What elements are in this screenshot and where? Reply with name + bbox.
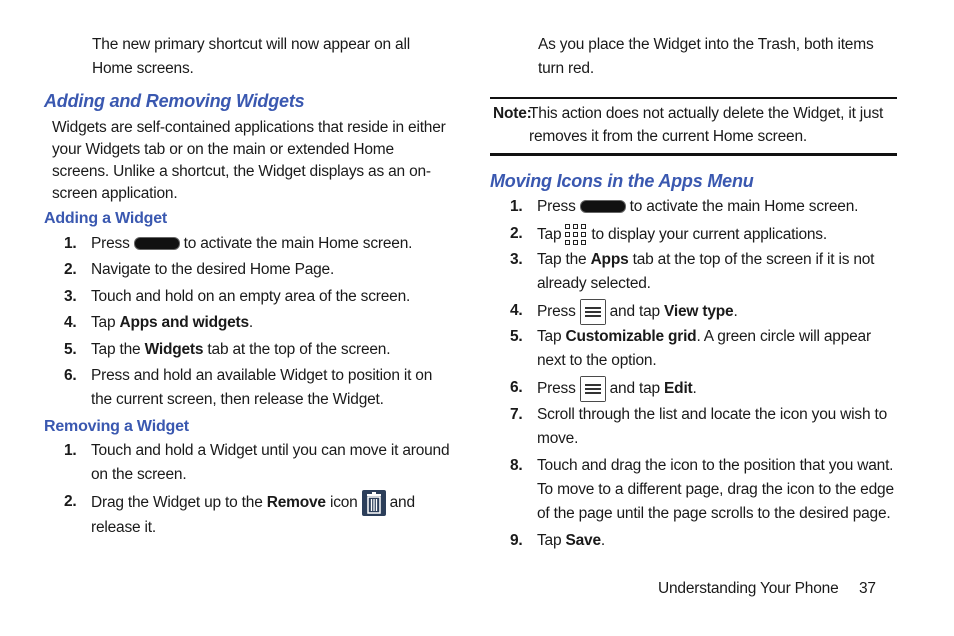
menu-icon [580, 376, 606, 402]
note-rule-bottom [490, 153, 897, 156]
section-title-moving-icons: Moving Icons in the Apps Menu [490, 171, 754, 191]
right-intro: As you place the Widget into the Trash, both items turn red. [538, 36, 874, 77]
note-label: Note: [493, 105, 532, 122]
widgets-body: Widgets are self-contained applications that reside in either your Widgets tab or on the main or extended Home screens. Unlike a shortcut, the Widget displays as an on-screen application. [52, 119, 446, 202]
left-intro: The new primary shortcut will now appear on all Home screens. [92, 36, 410, 77]
home-key-icon [580, 200, 626, 213]
apps-grid-icon [563, 222, 589, 248]
note-text: This action does not actually delete the Widget, it just removes it from the current Home screen. [529, 105, 884, 145]
footer-section-title: Understanding Your Phone [658, 580, 839, 597]
subtitle-removing-widget: Removing a Widget [44, 418, 189, 435]
menu-icon [580, 299, 606, 325]
section-title-widgets: Adding and Removing Widgets [44, 91, 305, 111]
home-key-icon [134, 237, 180, 250]
footer-page-number: 37 [859, 580, 876, 597]
note-rule-top [490, 97, 897, 99]
trash-icon [362, 490, 386, 516]
subtitle-adding-widget: Adding a Widget [44, 210, 168, 227]
